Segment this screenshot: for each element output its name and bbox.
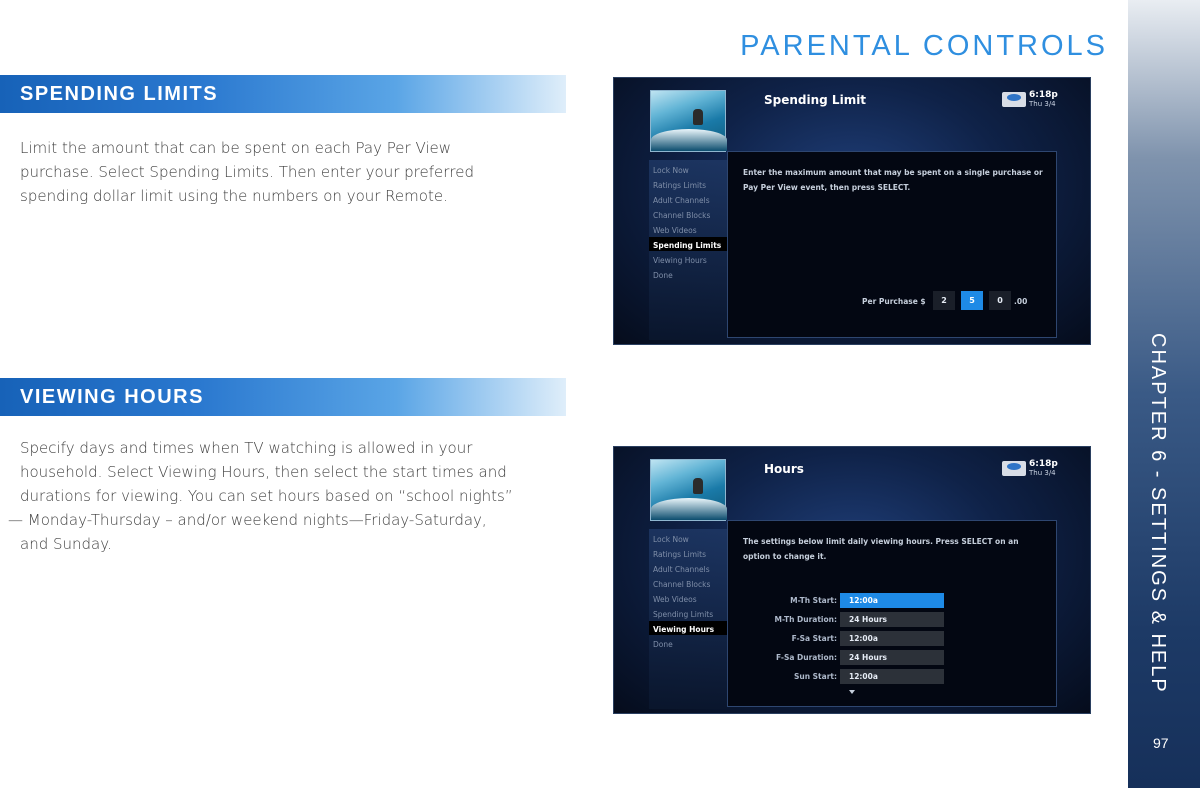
digit-field-selected[interactable]: 5 xyxy=(961,291,983,310)
section-header-spending-limits xyxy=(0,75,566,113)
parental-menu xyxy=(649,160,727,340)
per-purchase-label: Per Purchase $ xyxy=(862,297,926,306)
fsa-duration-label: F-Sa Duration: xyxy=(775,653,837,662)
digit-field[interactable]: 0 xyxy=(989,291,1011,310)
preview-thumbnail xyxy=(650,90,726,152)
menu-item-done[interactable]: Done xyxy=(653,271,673,280)
cents-label: .00 xyxy=(1014,297,1028,306)
section-title: VIEWING HOURS xyxy=(20,386,204,408)
directv-logo-icon xyxy=(1002,461,1026,476)
mth-start-field[interactable]: 12:00a xyxy=(840,593,944,608)
viewing-hours-description xyxy=(8,436,565,556)
menu-item-lock-now[interactable]: Lock Now xyxy=(653,535,689,544)
menu-item-spending-limits[interactable]: Spending Limits xyxy=(653,610,714,619)
screen-title: Hours xyxy=(764,462,804,476)
menu-item-channel-blocks[interactable]: Channel Blocks xyxy=(653,211,711,220)
mth-duration-field[interactable]: 24 Hours xyxy=(840,612,944,627)
sun-start-field[interactable]: 12:00a xyxy=(840,669,944,684)
chapter-label: CHAPTER 6 - SETTINGS & HELP xyxy=(1147,333,1169,694)
menu-item-viewing-hours[interactable]: Viewing Hours xyxy=(653,256,707,265)
clock-date: Thu 3/4 xyxy=(1029,100,1056,108)
section-title: SPENDING LIMITS xyxy=(20,83,219,105)
parental-menu xyxy=(649,529,727,709)
page-heading: PARENTAL CONTROLS xyxy=(740,30,1108,62)
clock-time: 6:18p xyxy=(1029,90,1058,100)
menu-item-ratings-limits[interactable]: Ratings Limits xyxy=(653,181,706,190)
sun-start-label: Sun Start: xyxy=(793,672,837,681)
mth-start-label: M-Th Start: xyxy=(790,596,837,605)
hours-panel xyxy=(727,520,1057,707)
preview-thumbnail xyxy=(650,459,726,521)
scroll-down-arrow-icon[interactable] xyxy=(849,690,855,694)
directv-logo-icon xyxy=(1002,92,1026,107)
menu-item-adult-channels[interactable]: Adult Channels xyxy=(653,196,710,205)
mth-duration-label: M-Th Duration: xyxy=(774,615,837,624)
spending-limit-screenshot xyxy=(613,77,1091,345)
spending-limits-description xyxy=(20,136,565,208)
menu-item-lock-now[interactable]: Lock Now xyxy=(653,166,689,175)
menu-item-channel-blocks[interactable]: Channel Blocks xyxy=(653,580,711,589)
text-line: durations for viewing. You can set hours based on “school nights” xyxy=(20,487,513,505)
digit-field[interactable]: 2 xyxy=(933,291,955,310)
text-line: and Sunday. xyxy=(20,535,112,553)
text-line: spending dollar limit using the numbers on your Remote. xyxy=(20,187,448,205)
fsa-duration-field[interactable]: 24 Hours xyxy=(840,650,944,665)
text-line: household. Select Viewing Hours, then select the start times and xyxy=(20,463,507,481)
fsa-start-label: F-Sa Start: xyxy=(791,634,837,643)
fsa-start-field[interactable]: 12:00a xyxy=(840,631,944,646)
viewing-hours-screenshot xyxy=(613,446,1091,714)
menu-item-web-videos[interactable]: Web Videos xyxy=(653,595,697,604)
clock-date: Thu 3/4 xyxy=(1029,469,1056,477)
spending-panel xyxy=(727,151,1057,338)
menu-item-viewing-hours[interactable]: Viewing Hours xyxy=(653,625,715,634)
menu-item-web-videos[interactable]: Web Videos xyxy=(653,226,697,235)
clock-time: 6:18p xyxy=(1029,459,1058,469)
menu-item-ratings-limits[interactable]: Ratings Limits xyxy=(653,550,706,559)
menu-item-adult-channels[interactable]: Adult Channels xyxy=(653,565,710,574)
hours-prompt: The settings below limit daily viewing hours. Press SELECT on an option to change it. xyxy=(743,537,1019,561)
chapter-side-tab xyxy=(1128,0,1200,788)
menu-item-spending-limits[interactable]: Spending Limits xyxy=(653,241,722,250)
text-line: — Monday-Thursday – and/or weekend nights—Friday-Saturday, xyxy=(8,511,487,529)
screen-title: Spending Limit xyxy=(764,93,867,107)
section-header-viewing-hours xyxy=(0,378,566,416)
menu-item-done[interactable]: Done xyxy=(653,640,673,649)
page-number: 97 xyxy=(1153,735,1169,751)
text-line: purchase. Select Spending Limits. Then enter your preferred xyxy=(20,163,475,181)
text-line: Limit the amount that can be spent on each Pay Per View xyxy=(20,139,452,157)
text-line: Specify days and times when TV watching is allowed in your xyxy=(20,439,473,457)
spending-prompt: Enter the maximum amount that may be spent on a single purchase or Pay Per View event, then press SELECT. xyxy=(743,168,1043,192)
